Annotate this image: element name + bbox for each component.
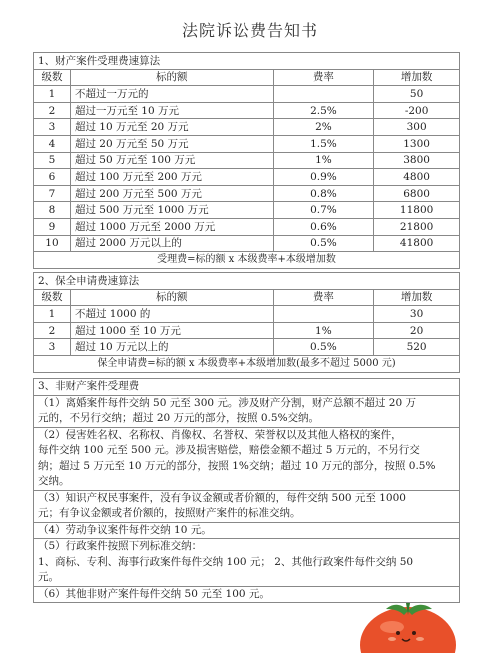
table-cell: 0.9% <box>273 169 374 186</box>
list-item <box>33 523 460 540</box>
table-cell: 超过 10 万元以上的 <box>70 339 273 356</box>
table-cell: 50 <box>374 86 460 103</box>
table-row <box>34 169 460 186</box>
formula-row <box>34 252 460 269</box>
section-title-row <box>34 273 460 290</box>
section-title: 3、非财产案件受理费 <box>33 378 460 396</box>
table-cell: 41800 <box>374 235 460 252</box>
table-cell: 300 <box>374 119 460 136</box>
table-cell: 超过 20 万元至 50 万元 <box>70 135 273 152</box>
list-item <box>33 491 460 523</box>
table-cell: 10 <box>34 235 71 252</box>
table-cell: 3 <box>34 339 71 356</box>
list-item-line: （1）离婚案件每件交纳 50 元至 300 元。涉及财产分割，财产总额不超过 20 万 <box>38 396 416 409</box>
table-cell: 超过 50 万元至 100 万元 <box>70 152 273 169</box>
table-cell: 0.6% <box>273 218 374 235</box>
table-cell: 超过 500 万元至 1000 万元 <box>70 202 273 219</box>
section-title: 2、保全申请费速算法 <box>34 273 460 290</box>
table-cell: 3 <box>34 119 71 136</box>
list-item-line: 元；有争议金额或者价额的，按照财产案件的标准交纳。 <box>38 507 301 519</box>
table-cell: 不超过 1000 的 <box>70 306 273 323</box>
table-cell: 5 <box>34 152 71 169</box>
table-cell: 6 <box>34 169 71 186</box>
preservation-fee-table <box>33 272 460 373</box>
table-cell: 1% <box>273 152 374 169</box>
tomato-mascot-icon <box>356 597 460 653</box>
table-cell: 8 <box>34 202 71 219</box>
table-cell: 不超过一万元的 <box>70 86 273 103</box>
column-header: 标的额 <box>70 69 273 86</box>
table-cell: 超过 1000 至 10 万元 <box>70 322 273 339</box>
formula-text: 受理费=标的额 x 本级费率+本级增加数 <box>34 252 460 269</box>
table-cell: 1 <box>34 86 71 103</box>
list-item-line: （6）其他非财产案件每件交纳 50 元至 100 元。 <box>38 587 270 600</box>
list-item <box>33 396 460 428</box>
table-cell: 2.5% <box>273 102 374 119</box>
table-row <box>34 102 460 119</box>
table-cell: -200 <box>374 102 460 119</box>
table-cell: 6800 <box>374 185 460 202</box>
list-item-line: 纳；超过 5 万元至 10 万元的部分，按照 1%交纳；超过 10 万元的部分，按照 0.5% <box>38 459 436 472</box>
list-item <box>33 428 460 491</box>
table-row <box>34 135 460 152</box>
table-cell: 20 <box>374 322 460 339</box>
table-cell: 0.5% <box>273 235 374 252</box>
property-fee-table <box>33 52 460 269</box>
column-header: 增加数 <box>374 69 460 86</box>
header-row <box>34 289 460 306</box>
table-cell: 9 <box>34 218 71 235</box>
table-cell: 0.5% <box>273 339 374 356</box>
table-cell: 3800 <box>374 152 460 169</box>
table-cell: 1.5% <box>273 135 374 152</box>
list-item-line: 元的，不另行交纳；超过 20 万元的部分，按照 0.5%交纳。 <box>38 412 320 424</box>
table-row <box>34 306 460 323</box>
section-title: 1、财产案件受理费速算法 <box>34 53 460 70</box>
table-cell: 0.8% <box>273 185 374 202</box>
table-cell: 超过 100 万元至 200 万元 <box>70 169 273 186</box>
table-cell: 2 <box>34 102 71 119</box>
table-row <box>34 86 460 103</box>
column-header: 级数 <box>34 69 71 86</box>
table-cell: 1 <box>34 306 71 323</box>
formula-text: 保全申请费=标的额 x 本级费率+本级增加数(最多不超过 5000 元) <box>34 355 460 372</box>
non-property-fee-section <box>33 378 460 603</box>
table-row <box>34 322 460 339</box>
table-cell <box>273 306 374 323</box>
table-cell: 超过 10 万元至 20 万元 <box>70 119 273 136</box>
table-cell: 7 <box>34 185 71 202</box>
table-row <box>34 152 460 169</box>
table-row <box>34 202 460 219</box>
table-cell: 2% <box>273 119 374 136</box>
header-row <box>34 69 460 86</box>
table-cell: 30 <box>374 306 460 323</box>
table-row <box>34 185 460 202</box>
column-header: 标的额 <box>70 289 273 306</box>
column-header: 增加数 <box>374 289 460 306</box>
column-header: 费率 <box>273 69 374 86</box>
table-cell: 0.7% <box>273 202 374 219</box>
list-item-line: 1、商标、专利、海事行政案件每件交纳 100 元； 2、其他行政案件每件交纳 50 <box>38 555 414 568</box>
column-header: 费率 <box>273 289 374 306</box>
table-cell: 超过一万元至 10 万元 <box>70 102 273 119</box>
table-cell <box>273 86 374 103</box>
table-row <box>34 235 460 252</box>
list-item-line: （2）侵害姓名权、名称权、肖像权、名誉权、荣誉权以及其他人格权的案件， <box>38 428 402 441</box>
table-row <box>34 218 460 235</box>
table-row <box>34 339 460 356</box>
table-cell: 4800 <box>374 169 460 186</box>
table-row <box>34 119 460 136</box>
page-title: 法院诉讼费告知书 <box>181 21 318 40</box>
table-cell: 21800 <box>374 218 460 235</box>
table-cell: 11800 <box>374 202 460 219</box>
table-cell: 520 <box>374 339 460 356</box>
column-header: 级数 <box>34 289 71 306</box>
table-cell: 2 <box>34 322 71 339</box>
table-cell: 超过 1000 万元至 2000 万元 <box>70 218 273 235</box>
list-item-line: （3）知识产权民事案件，没有争议金额或者价额的，每件交纳 500 元至 1000 <box>38 491 406 504</box>
list-item-line: 元。 <box>38 571 59 583</box>
table-cell: 1300 <box>374 135 460 152</box>
list-item-line: 交纳。 <box>38 475 70 487</box>
table-cell: 1% <box>273 322 374 339</box>
list-item-line: 每件交纳 100 元至 500 元。涉及损害赔偿，赔偿金额不超过 5 万元的，不另行交 <box>38 444 420 456</box>
list-item-line: （4）劳动争议案件每件交纳 10 元。 <box>38 523 212 536</box>
section-title-row <box>34 53 460 70</box>
table-cell: 超过 200 万元至 500 万元 <box>70 185 273 202</box>
list-item <box>33 539 460 587</box>
list-item-line: （5）行政案件按照下列标准交纳： <box>38 540 203 552</box>
formula-row <box>34 355 460 372</box>
table-cell: 4 <box>34 135 71 152</box>
table-cell: 超过 2000 万元以上的 <box>70 235 273 252</box>
